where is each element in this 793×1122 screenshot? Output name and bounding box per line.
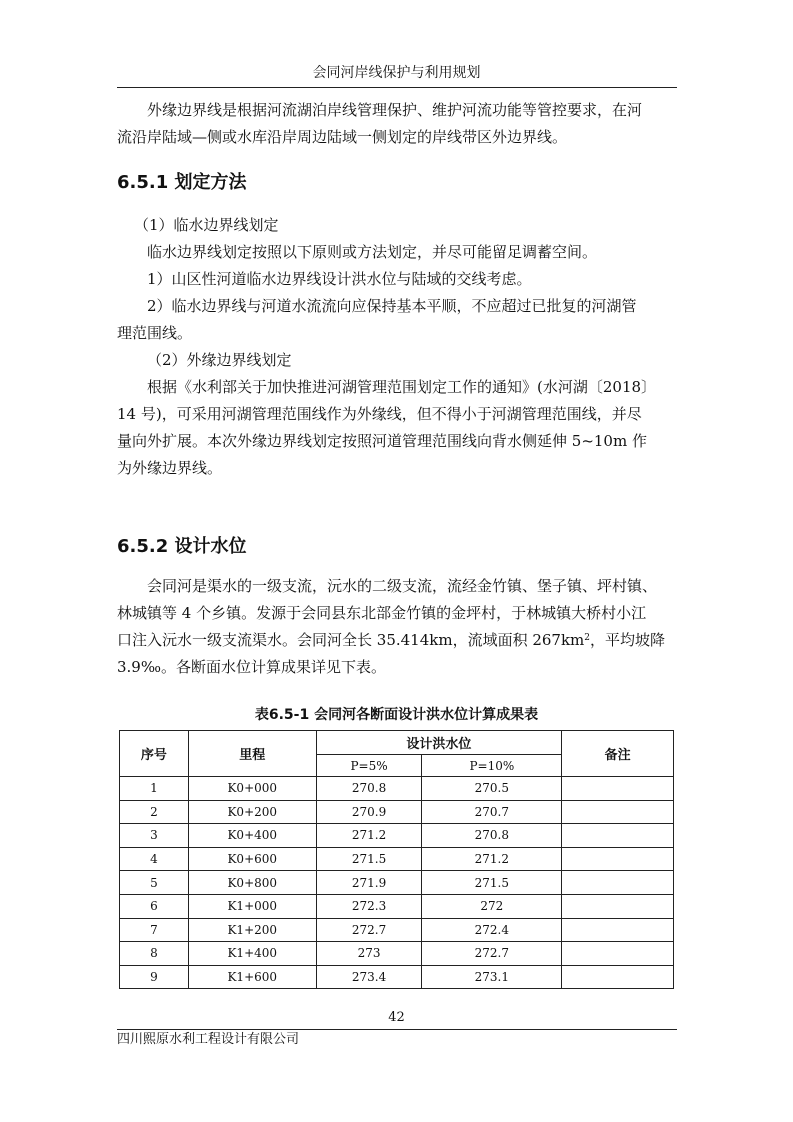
cell-no: 7 — [120, 918, 189, 942]
cell-p10: 272.4 — [422, 918, 562, 942]
cell-p10: 271.5 — [422, 871, 562, 895]
cell-p5: 272.7 — [316, 918, 422, 942]
cell-mileage: K0+200 — [188, 800, 316, 824]
header-divider — [117, 87, 677, 88]
cell-mileage: K0+000 — [188, 777, 316, 801]
body-line: 根据《水利部关于加快推进河湖管理范围划定工作的通知》(水河湖〔2018〕 — [147, 378, 657, 396]
footer-company: 四川熙原水利工程设计有限公司 — [117, 1032, 300, 1047]
cell-p10: 270.7 — [422, 800, 562, 824]
body-line — [117, 627, 677, 654]
cell-p10: 270.8 — [422, 824, 562, 848]
page-number: 42 — [388, 1010, 405, 1025]
cell-remark — [562, 965, 674, 989]
cell-no: 4 — [120, 847, 189, 871]
section-heading-652: 6.5.2 设计水位 — [117, 536, 247, 557]
cell-remark — [562, 777, 674, 801]
column-header-p10: P=10% — [422, 755, 562, 777]
cell-p10: 271.2 — [422, 847, 562, 871]
column-header-design-level: 设计洪水位 — [316, 731, 562, 755]
subsection-title-2: （2）外缘边界线划定 — [147, 351, 292, 369]
body-line: 林城镇等 4 个乡镇。发源于会同县东北部金竹镇的金坪村，于林城镇大桥村小江 — [117, 604, 647, 622]
superscript: 2 — [584, 633, 591, 643]
cell-p5: 272.3 — [316, 894, 422, 918]
table-row — [120, 871, 674, 895]
table-row — [120, 918, 674, 942]
cell-mileage: K0+600 — [188, 847, 316, 871]
cell-mileage: K0+400 — [188, 824, 316, 848]
cell-no: 1 — [120, 777, 189, 801]
cell-remark — [562, 824, 674, 848]
cell-no: 3 — [120, 824, 189, 848]
table-caption: 表6.5-1 会同河各断面设计洪水位计算成果表 — [254, 707, 539, 723]
cell-mileage: K1+200 — [188, 918, 316, 942]
body-line: 会同河是渠水的一级支流，沅水的二级支流，流经金竹镇、堡子镇、坪村镇、 — [147, 577, 658, 595]
cell-no: 6 — [120, 894, 189, 918]
cell-mileage: K0+800 — [188, 871, 316, 895]
body-line: 14 号)，可采用河湖管理范围线作为外缘线，但不得小于河湖管理范围线，并尽 — [117, 405, 642, 423]
body-text: ，平均坡降 — [590, 631, 666, 649]
subsection-title-1: （1）临水边界线划定 — [134, 216, 279, 234]
rule-line: 1）山区性河道临水边界线设计洪水位与陆域的交线考虑。 — [147, 270, 532, 288]
cell-p10: 273.1 — [422, 965, 562, 989]
body-text: 口注入沅水一级支流渠水。会同河全长 35.414km，流域面积 267km — [117, 631, 585, 649]
section-651-body — [117, 212, 677, 482]
cell-remark — [562, 871, 674, 895]
section-heading-651: 6.5.1 划定方法 — [117, 172, 247, 193]
body-line: 量向外扩展。本次外缘边界线划定按照河道管理范围线向背水侧延伸 5~10m 作 — [117, 432, 647, 450]
intro-paragraph — [117, 97, 677, 151]
footer-divider — [117, 1029, 677, 1030]
table-row — [120, 847, 674, 871]
table-row — [120, 824, 674, 848]
cell-p5: 270.9 — [316, 800, 422, 824]
cell-p10: 272.7 — [422, 942, 562, 966]
cell-remark — [562, 847, 674, 871]
cell-mileage: K1+000 — [188, 894, 316, 918]
cell-p5: 273.4 — [316, 965, 422, 989]
intro-line: 流沿岸陆域—侧或水库沿岸周边陆域一侧划定的岸线带区外边界线。 — [117, 128, 568, 146]
cell-no: 2 — [120, 800, 189, 824]
cell-p5: 271.5 — [316, 847, 422, 871]
cell-mileage: K1+600 — [188, 965, 316, 989]
cell-p5: 271.9 — [316, 871, 422, 895]
cell-p5: 271.2 — [316, 824, 422, 848]
table-row — [120, 965, 674, 989]
section-652-body — [117, 573, 677, 681]
cell-p5: 270.8 — [316, 777, 422, 801]
cell-no: 9 — [120, 965, 189, 989]
body-line: 临水边界线划定按照以下原则或方法划定，并尽可能留足调蓄空间。 — [147, 243, 598, 261]
column-header-remark: 备注 — [562, 731, 674, 777]
rule-line: 理范围线。 — [117, 324, 193, 342]
column-header-no: 序号 — [120, 731, 189, 777]
table-row — [120, 942, 674, 966]
cell-no: 5 — [120, 871, 189, 895]
table-row — [120, 800, 674, 824]
cell-remark — [562, 800, 674, 824]
cell-p10: 272 — [422, 894, 562, 918]
cell-remark — [562, 918, 674, 942]
cell-remark — [562, 894, 674, 918]
cell-remark — [562, 942, 674, 966]
column-header-p5: P=5% — [316, 755, 422, 777]
table-row — [120, 894, 674, 918]
flood-level-table — [119, 730, 674, 989]
table-row — [120, 777, 674, 801]
body-line: 为外缘边界线。 — [117, 459, 223, 477]
cell-mileage: K1+400 — [188, 942, 316, 966]
cell-no: 8 — [120, 942, 189, 966]
body-line: 3.9‰。各断面水位计算成果详见下表。 — [117, 658, 386, 676]
column-header-mileage: 里程 — [188, 731, 316, 777]
rule-line: 2）临水边界线与河道水流流向应保持基本平顺，不应超过已批复的河湖管 — [147, 297, 637, 315]
intro-line: 外缘边界线是根据河流湖泊岸线管理保护、维护河流功能等管控要求，在河 — [147, 101, 643, 119]
cell-p10: 270.5 — [422, 777, 562, 801]
running-header: 会同河岸线保护与利用规划 — [312, 65, 481, 81]
cell-p5: 273 — [316, 942, 422, 966]
